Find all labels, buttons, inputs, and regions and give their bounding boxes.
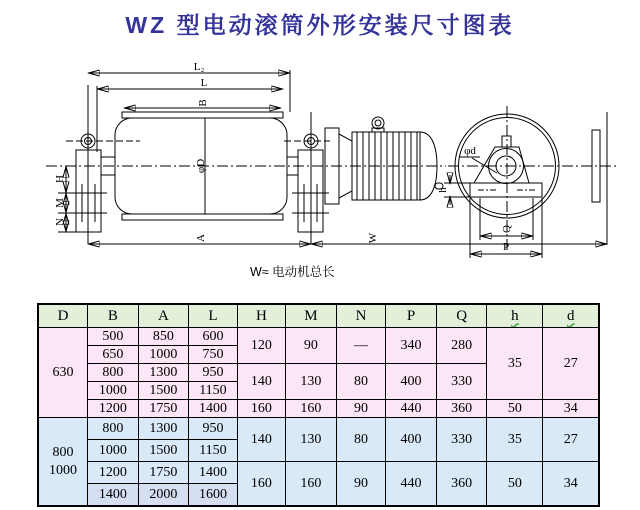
dim-label-h-upper: H (54, 175, 66, 183)
cell: 360 (436, 400, 487, 418)
drawing-canvas (0, 48, 640, 298)
cell: 1000 (88, 440, 139, 462)
side-view (46, 112, 607, 245)
lifting-eye-icon (372, 117, 384, 129)
cell: 140 (237, 364, 285, 400)
cell: 120 (237, 328, 285, 364)
cell: 440 (386, 462, 437, 507)
cell: 400 (386, 364, 437, 400)
cell: 1400 (88, 484, 139, 507)
left-bearing-pedestal (70, 134, 115, 232)
cell: 160 (237, 462, 285, 507)
dim-label-b: B (197, 99, 209, 107)
cell: 1400 (189, 462, 237, 484)
dim-label-n: N (54, 218, 66, 226)
header-cell-h: h (487, 304, 543, 328)
header-cell-P: P (386, 304, 437, 328)
table-row (38, 418, 599, 440)
table-row (38, 462, 599, 484)
cell: 1750 (138, 462, 189, 484)
cell: 90 (336, 462, 386, 507)
cell: 35 (487, 328, 543, 400)
header-cell-N: N (336, 304, 386, 328)
cell: 330 (436, 364, 487, 400)
cell: 1200 (88, 400, 139, 418)
dim-label-m: M (54, 198, 66, 208)
cell: 50 (487, 400, 543, 418)
drum-top-face (122, 112, 283, 118)
installation-dimension-drawing (0, 48, 640, 298)
page-title: WZ 型电动滚筒外形安装尺寸图表 (125, 12, 515, 38)
cell: 500 (88, 328, 139, 346)
cell: — (336, 328, 386, 364)
cell: 850 (138, 328, 189, 346)
header-cell-A: A (138, 304, 189, 328)
end-view (437, 106, 618, 258)
header-cell-M: M (286, 304, 337, 328)
cell: 90 (336, 400, 386, 418)
dimension-lines (54, 61, 606, 244)
dim-label-a: A (195, 234, 207, 242)
cell: 600 (189, 328, 237, 346)
cell: 800 (88, 418, 139, 440)
cell: 50 (487, 462, 543, 507)
cell: 280 (436, 328, 487, 364)
cell: 27 (543, 328, 599, 400)
cell: 1300 (138, 364, 189, 382)
cell-D-630: 630 (38, 328, 88, 418)
right-bearing-pedestal (287, 134, 329, 232)
cell: 1000 (138, 346, 189, 364)
cell: 160 (237, 400, 285, 418)
cell: 34 (543, 462, 599, 507)
cell: 1500 (138, 382, 189, 400)
cell: 400 (386, 418, 437, 462)
dim-label-w: W (367, 232, 379, 244)
cell: 80 (336, 364, 386, 400)
motor (325, 117, 443, 204)
cell: 2000 (138, 484, 189, 507)
cell: 35 (487, 418, 543, 462)
cell: 1600 (189, 484, 237, 507)
motor-length-note: W≈ 电动机总长 (250, 265, 335, 279)
cell: 360 (436, 462, 487, 507)
cell: 750 (189, 346, 237, 364)
dim-label-p: P (502, 241, 510, 253)
cell: 950 (189, 364, 237, 382)
header-cell-D: D (38, 304, 88, 328)
cell: 650 (88, 346, 139, 364)
cell: 1300 (138, 418, 189, 440)
header-cell-H: H (237, 304, 285, 328)
cell: 1200 (88, 462, 139, 484)
cell: 160 (286, 462, 337, 507)
cell: 130 (286, 364, 337, 400)
cell: 27 (543, 418, 599, 462)
dim-label-h-lower: h (437, 187, 449, 193)
dim-label-phi-d-drum: φD (195, 158, 207, 174)
cell: 1000 (88, 382, 139, 400)
cell: 1500 (138, 440, 189, 462)
table-row (38, 328, 599, 346)
cell-D-800-1000: 800 1000 (38, 418, 88, 507)
cell: 1400 (189, 400, 237, 418)
cell: 950 (189, 418, 237, 440)
drum-bottom-face (122, 214, 283, 220)
cell: 90 (286, 328, 337, 364)
cell: 1150 (189, 382, 237, 400)
cell: 330 (436, 418, 487, 462)
cell: 34 (543, 400, 599, 418)
cell: 1750 (138, 400, 189, 418)
dim-label-l: L (200, 77, 208, 89)
dim-label-q: Q (501, 225, 513, 233)
cell: 130 (286, 418, 337, 462)
cell: 160 (286, 400, 337, 418)
cell: 140 (237, 418, 285, 462)
table-row (38, 400, 599, 418)
header-cell-d: d (543, 304, 599, 328)
cell: 800 (88, 364, 139, 382)
cell: 440 (386, 400, 437, 418)
header-row (38, 304, 599, 328)
header-cell-B: B (88, 304, 139, 328)
pedestal-outline (474, 147, 529, 183)
dim-label-l2: L₂ (193, 61, 205, 73)
cell: 340 (386, 328, 437, 364)
dimension-table (37, 303, 600, 507)
header-cell-L: L (189, 304, 237, 328)
dim-label-phi-d-shaft: φd (464, 145, 476, 157)
cell: 80 (336, 418, 386, 462)
cell: 1150 (189, 440, 237, 462)
header-cell-Q: Q (436, 304, 487, 328)
